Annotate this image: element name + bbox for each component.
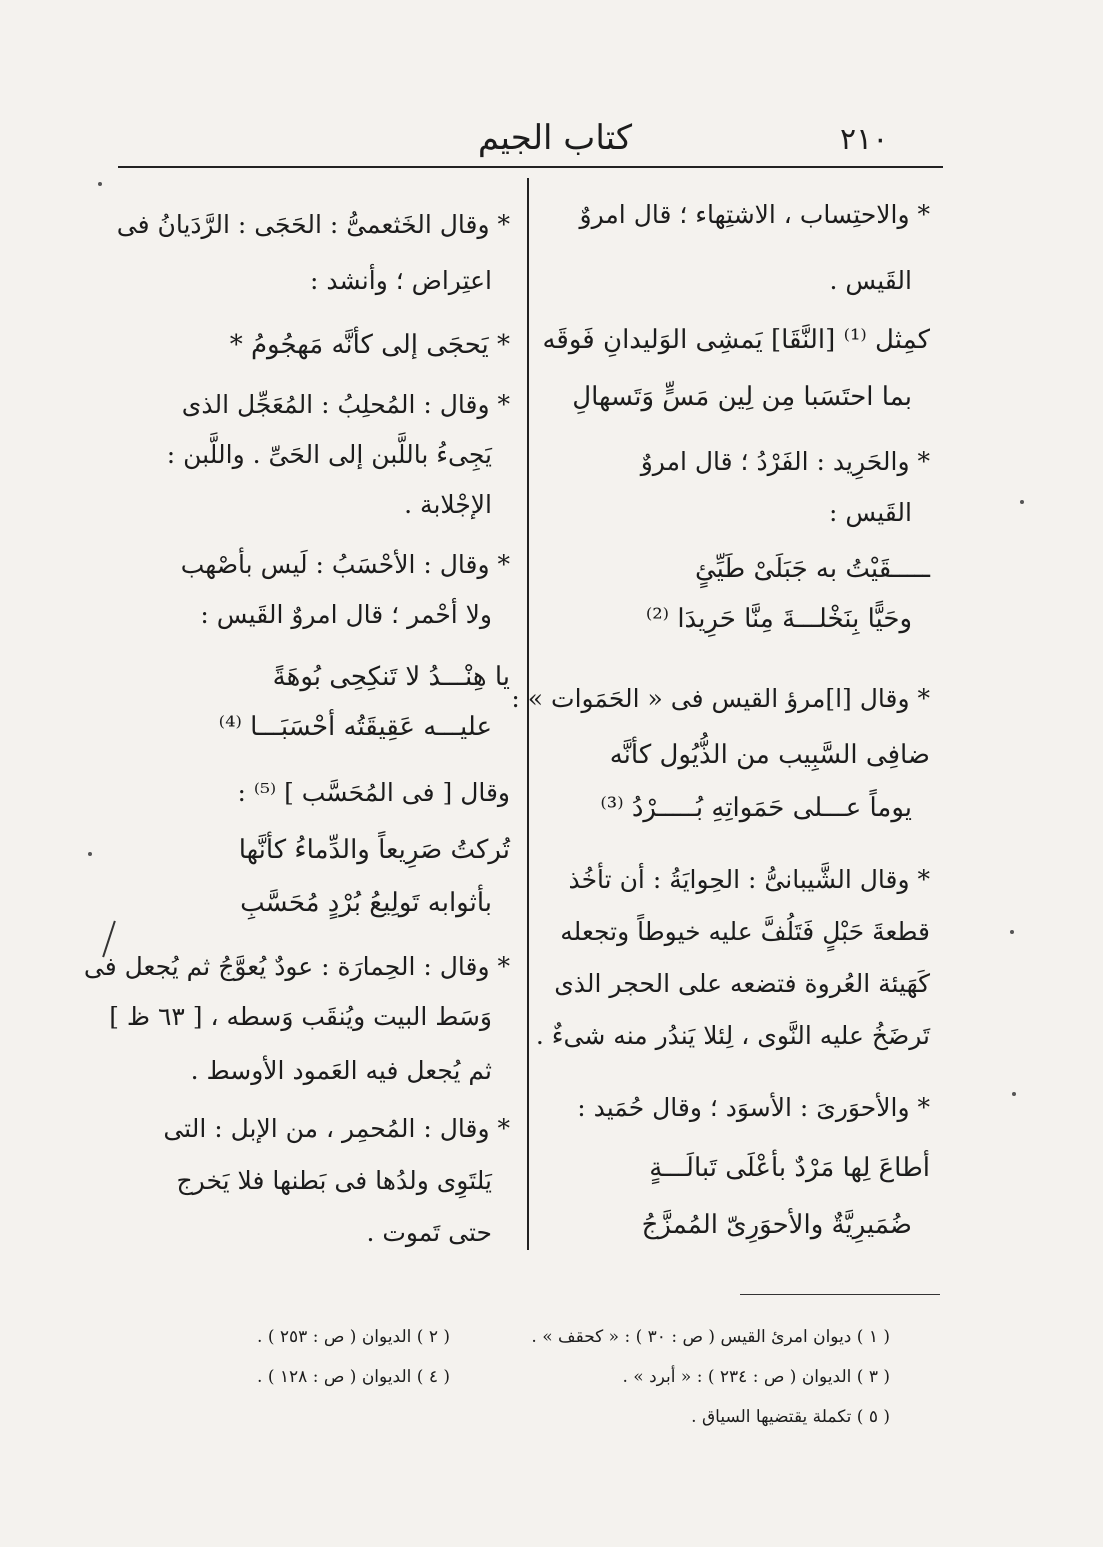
scan-speck (1012, 1092, 1016, 1096)
verse-line: عليـــه عَقِيقَتُه أحْسَبَـــا ⁽⁴⁾ (218, 712, 492, 742)
text-line: تَرضَخُ عليه النَّوى ، لِئلا يَندُر منه شىءٌ . (535, 1021, 930, 1050)
footnote: ( ١ ) ديوان امرئ القيس ( ص : ٣٠ ) : « كحقف » . (531, 1327, 890, 1347)
text-line: * والحَرِيد : الفَرْدُ ؛ قال امروٌ (640, 447, 930, 476)
text-line: ثم يُجعل فيه العَمود الأوسط . (190, 1056, 492, 1085)
text-line: * وقال الشَّيبانىُّ : الحِوايَةُ : أن تأخُذ (568, 865, 930, 894)
text-line: اعتِراض ؛ وأنشد : (310, 266, 492, 295)
text-line: القَيس : (829, 498, 912, 527)
text-line: حتى تَموت . (366, 1218, 492, 1247)
text-line: * وقال : المُحمِر ، من الإبل : التى (163, 1114, 510, 1143)
text-line: كَهَيئة العُروة فتضعه على الحجر الذى (554, 969, 930, 998)
text-line: القَيس . (829, 266, 912, 295)
scan-speck (88, 852, 92, 856)
verse-line: يوماً عـــلى حَمَواتِهِ بُـــــرْدُ ⁽³⁾ (600, 793, 912, 823)
footnote-rule (740, 1294, 940, 1295)
verse-line: كمِثل ⁽¹⁾ [النَّقَا] يَمشِى الوَليدانِ فَوقَه (542, 325, 930, 355)
verse-line: * يَحجَى إلى كأنَّه مَهجُومُ * (229, 330, 510, 360)
text-line: وقال [ فى المُحَسَّب ] ⁽⁵⁾ : (237, 778, 510, 807)
text-line: الإجْلابة . (404, 490, 492, 519)
verse-line: ضافِى السَّبِيب من الذُّيُول كأنَّه (609, 740, 930, 770)
verse-line: تُركتُ صَرِيعاً والدِّماءُ كأنَّها (238, 835, 510, 865)
scan-speck (1020, 500, 1024, 504)
text-line: * وقال : الحِمارَة : عودٌ يُعوَّجُ ثم يُجعل فى (83, 952, 510, 981)
text-line: * والأحوَرىَ : الأسوَد ؛ وقال حُمَيد : (577, 1093, 930, 1122)
text-line: يَلتَوِى ولدُها فى بَطنها فلا يَخرج (176, 1166, 492, 1195)
verse-line: وحَيًّا بِنَخْلـــةَ مِنَّا حَرِيدَا ⁽²⁾ (645, 604, 912, 634)
verse-line: ضُمَيرِيَّةٌ والأحوَرِىّ المُمزَّجُ (641, 1210, 912, 1240)
verse-line: ـــــقَيْتُ به جَبَلَىْ طَيِّئٍ (695, 554, 930, 584)
scan-speck (98, 182, 102, 186)
text-line: يَجِىءُ باللَّبن إلى الحَىِّ . واللَّبن : (166, 440, 492, 469)
text-line: ولا أحْمر ؛ قال امروٌ القَيس : (200, 600, 492, 629)
verse-line: بما احتَسَبا مِن لِين مَسٍّ وَتَسهالِ (572, 382, 912, 412)
running-title: كتاب الجيم (477, 118, 633, 158)
footnote: ( ٤ ) الديوان ( ص : ١٢٨ ) . (257, 1367, 450, 1387)
header-rule (118, 166, 943, 168)
footnote: ( ٢ ) الديوان ( ص : ٢٥٣ ) . (257, 1327, 450, 1347)
text-line: * وقال : المُحلِبُ : المُعَجِّل الذى (181, 390, 510, 419)
verse-line: يا هِنْـــدُ لا تَنكِحِى بُوهَةً (272, 662, 510, 692)
scan-speck (1010, 930, 1014, 934)
footnote: ( ٥ ) تكملة يقتضيها السياق . (691, 1407, 890, 1427)
text-line: * وقال [ا]مرؤ القيس فى « الحَمَوات » : (511, 684, 930, 713)
text-line: * وقال الخَثعمىُّ : الحَجَى : الرَّدَيانُ فى (116, 210, 510, 239)
text-line: * وقال : الأحْسَبُ : لَيس بأصْهب (180, 550, 510, 579)
text-line: وَسَط البيت ويُنقَب وَسطه ، [ ٦٣ ظ ] (109, 1002, 492, 1031)
verse-line: بأثوابه تَولِيعُ بُرْدٍ مُحَسَّبِ (240, 888, 492, 918)
page-number: ٢١٠ (840, 122, 889, 157)
verse-line: أطاعَ لِها مَرْدٌ بأعْلَى تَبالَـــةٍ (649, 1153, 930, 1183)
text-line: قطعةَ حَبْلٍ فَتَلُفَّ عليه خيوطاً وتجعله (560, 917, 930, 946)
text-line: * والاحتِساب ، الاشتِهاء ؛ قال امروٌ (579, 200, 930, 229)
footnote: ( ٣ ) الديوان ( ص : ٢٣٤ ) : « أبرد » . (622, 1367, 890, 1387)
